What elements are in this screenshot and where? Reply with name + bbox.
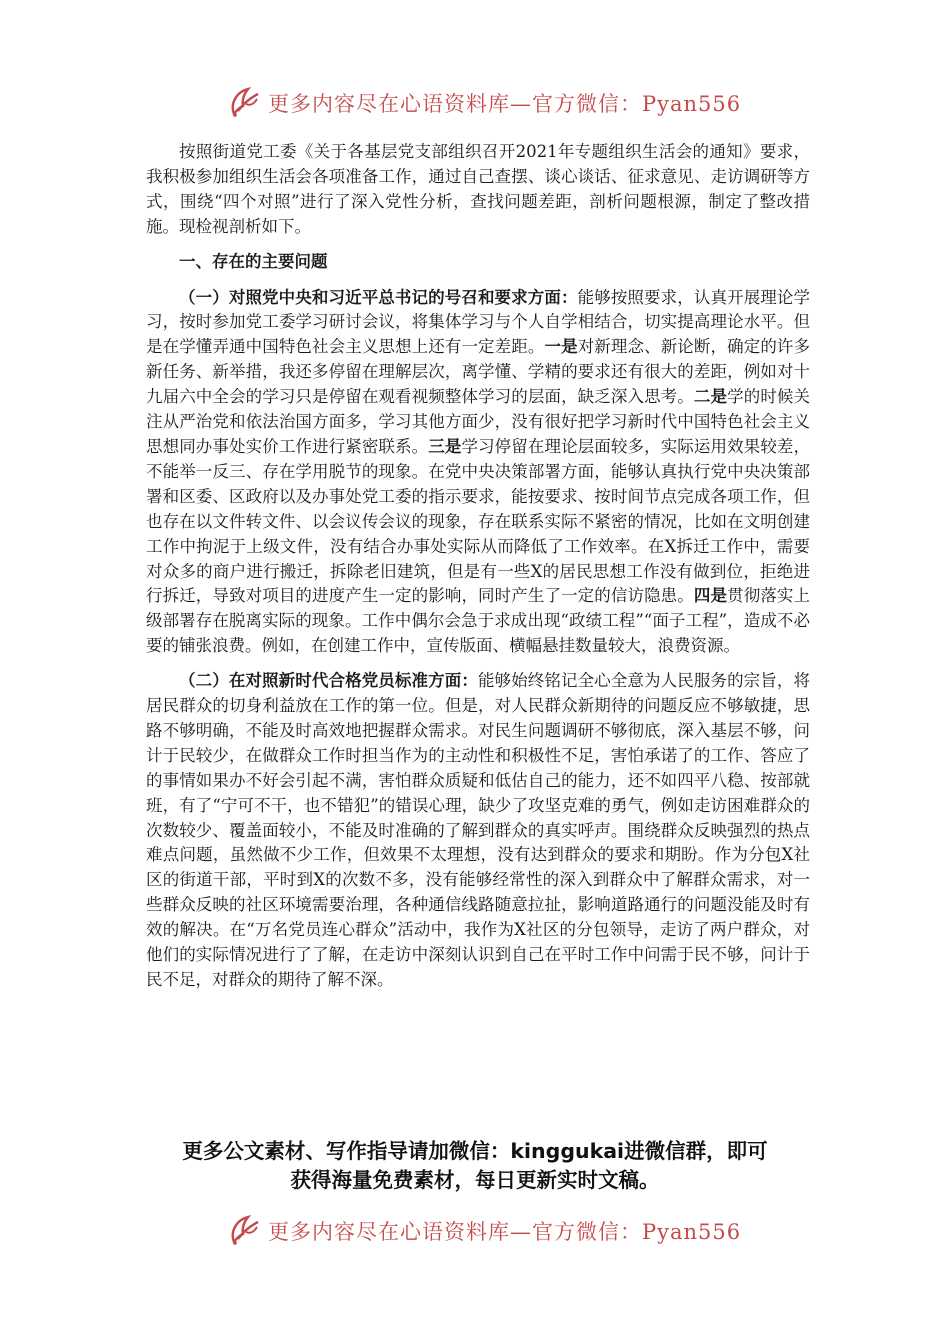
item-1-text-a: 能够按照要求，认真开展理论学习，按时参加党工委学习研讨会议，将集体学习与个人自学相结合，切实提高理论水平。但是在学懂弄通中国特色社会主义思想上还有一定差距。 — [146, 287, 811, 357]
promo-line-1: 更多公文素材、写作指导请加微信：kinggukai进微信群，即可 — [182, 1139, 768, 1163]
section-heading: 一、存在的主要问题 — [179, 251, 328, 271]
pen-leaf-logo-icon — [226, 84, 262, 120]
item-1-mark-2: 二是 — [693, 387, 728, 407]
item-1-lead: （一）对照党中央和习近平总书记的号召和要求方面： — [179, 287, 578, 307]
item-1-text-d: 学习停留在理论层面较多，实际运用效果较差，不能举一反三、存在学用脱节的现象。在党中央决策部署方面，能够认真执行党中央决策部署和区委、区政府以及办事处党工委的指示要求，能按要求、按时间节点完成各项工作，但也存在以文件转文件、以会议传会议的现象，存在联系实际不紧密的情况，比如在文明创建工作中拘泥于上级文件，没有结合办事处实际从而降低了工作效率。在X拆迁工作中，需要对众多的商户进行搬迁，拆除老旧建筑，但是有一些X的居民思想工作没有做到位，拒绝进行拆迁，导致对项目的进度产生一定的影响，同时产生了一定的信访隐患。 — [146, 436, 811, 606]
document-body — [146, 140, 810, 1003]
watermark-text: 更多内容尽在心语资料库—官方微信：Pyan556 — [268, 1220, 742, 1244]
item-1-text-e: 贯彻落实上级部署存在脱离实际的现象。工作中偶尔会急于求成出现“政绩工程”“面子工程”，造成不必要的铺张浪费。例如，在创建工作中，宣传版面、横幅悬挂数量较大，浪费资源。 — [146, 586, 811, 656]
item-1-mark-3: 三是 — [428, 436, 462, 456]
item-1-text-b: 对新理念、新论断，确定的许多新任务、新举措，我还多停留在理解层次，离学懂、学精的要求还有很大的差距，例如对十九届六中全会的学习只是停留在观看视频整体学习的层面，缺乏深入思考。 — [146, 337, 811, 407]
item-2-text: 能够始终铭记全心全意为人民服务的宗旨，将居民群众的切身利益放在工作的第一位。但是，对人民群众新期待的问题反应不够敏捷，思路不够明确，不能及时高效地把握群众需求。对民生问题调研不够彻底，深入基层不够，问计于民较少，在做群众工作时担当作为的主动性和积极性不足，害怕承诺了的工作、答应了的事情如果办不好会引起不满，害怕群众质疑和低估自己的能力，还不如四平八稳、按部就班，有了“宁可不干，也不错犯”的错误心理，缺少了攻坚克难的勇气，例如走访困难群众的次数较少、覆盖面较小，不能及时准确的了解到群众的真实呼声。围绕群众反映强烈的热点难点问题，虽然做不少工作，但效果不太理想，没有达到群众的要求和期盼。作为分包X社区的街道干部，平时到X的次数不多，没有能够经常性的深入到群众中了解群众需求，对一些群众反映的社区环境需要治理，各种通信线路随意拉扯，影响道路通行的问题没能及时有效的解决。在“万名党员连心群众”活动中，我作为X社区的分包领导，走访了两户群众，对他们的实际情况进行了了解，在走访中深刻认识到自己在平时工作中问需于民不够，问计于民不足，对群众的期待了解不深。 — [146, 671, 811, 989]
item-2-lead: （二）在对照新时代合格党员标准方面： — [179, 671, 478, 691]
intro-paragraph: 按照街道党工委《关于各基层党支部组织召开2021年专题组织生活会的通知》要求，我积极参加组织生活会各项准备工作，通过自己查摆、谈心谈话、征求意见、走访调研等方式，围绕“四个对照”进行了深入党性分析，查找问题差距，剖析问题根源，制定了整改措施。现检视剖析如下。 — [146, 142, 810, 236]
item-1-mark-1: 一是 — [544, 337, 578, 357]
watermark-text: 更多内容尽在心语资料库—官方微信：Pyan556 — [268, 92, 742, 116]
item-1-mark-4: 四是 — [693, 586, 728, 606]
footer-watermark-banner — [0, 1210, 950, 1250]
item-1-text-c: 学的时候关注从严治党和依法治国方面多，学习其他方面少，没有很好把学习新时代中国特色社会主义思想同办事处实价工作进行紧密联系。 — [146, 387, 811, 456]
promo-notice — [100, 1137, 850, 1195]
promo-line-2: 获得海量免费素材，每日更新实时文稿。 — [290, 1168, 660, 1192]
item-1-paragraph — [146, 286, 810, 660]
pen-leaf-logo-icon — [226, 1212, 262, 1248]
header-watermark-banner — [0, 82, 950, 122]
item-2-paragraph — [146, 669, 810, 993]
